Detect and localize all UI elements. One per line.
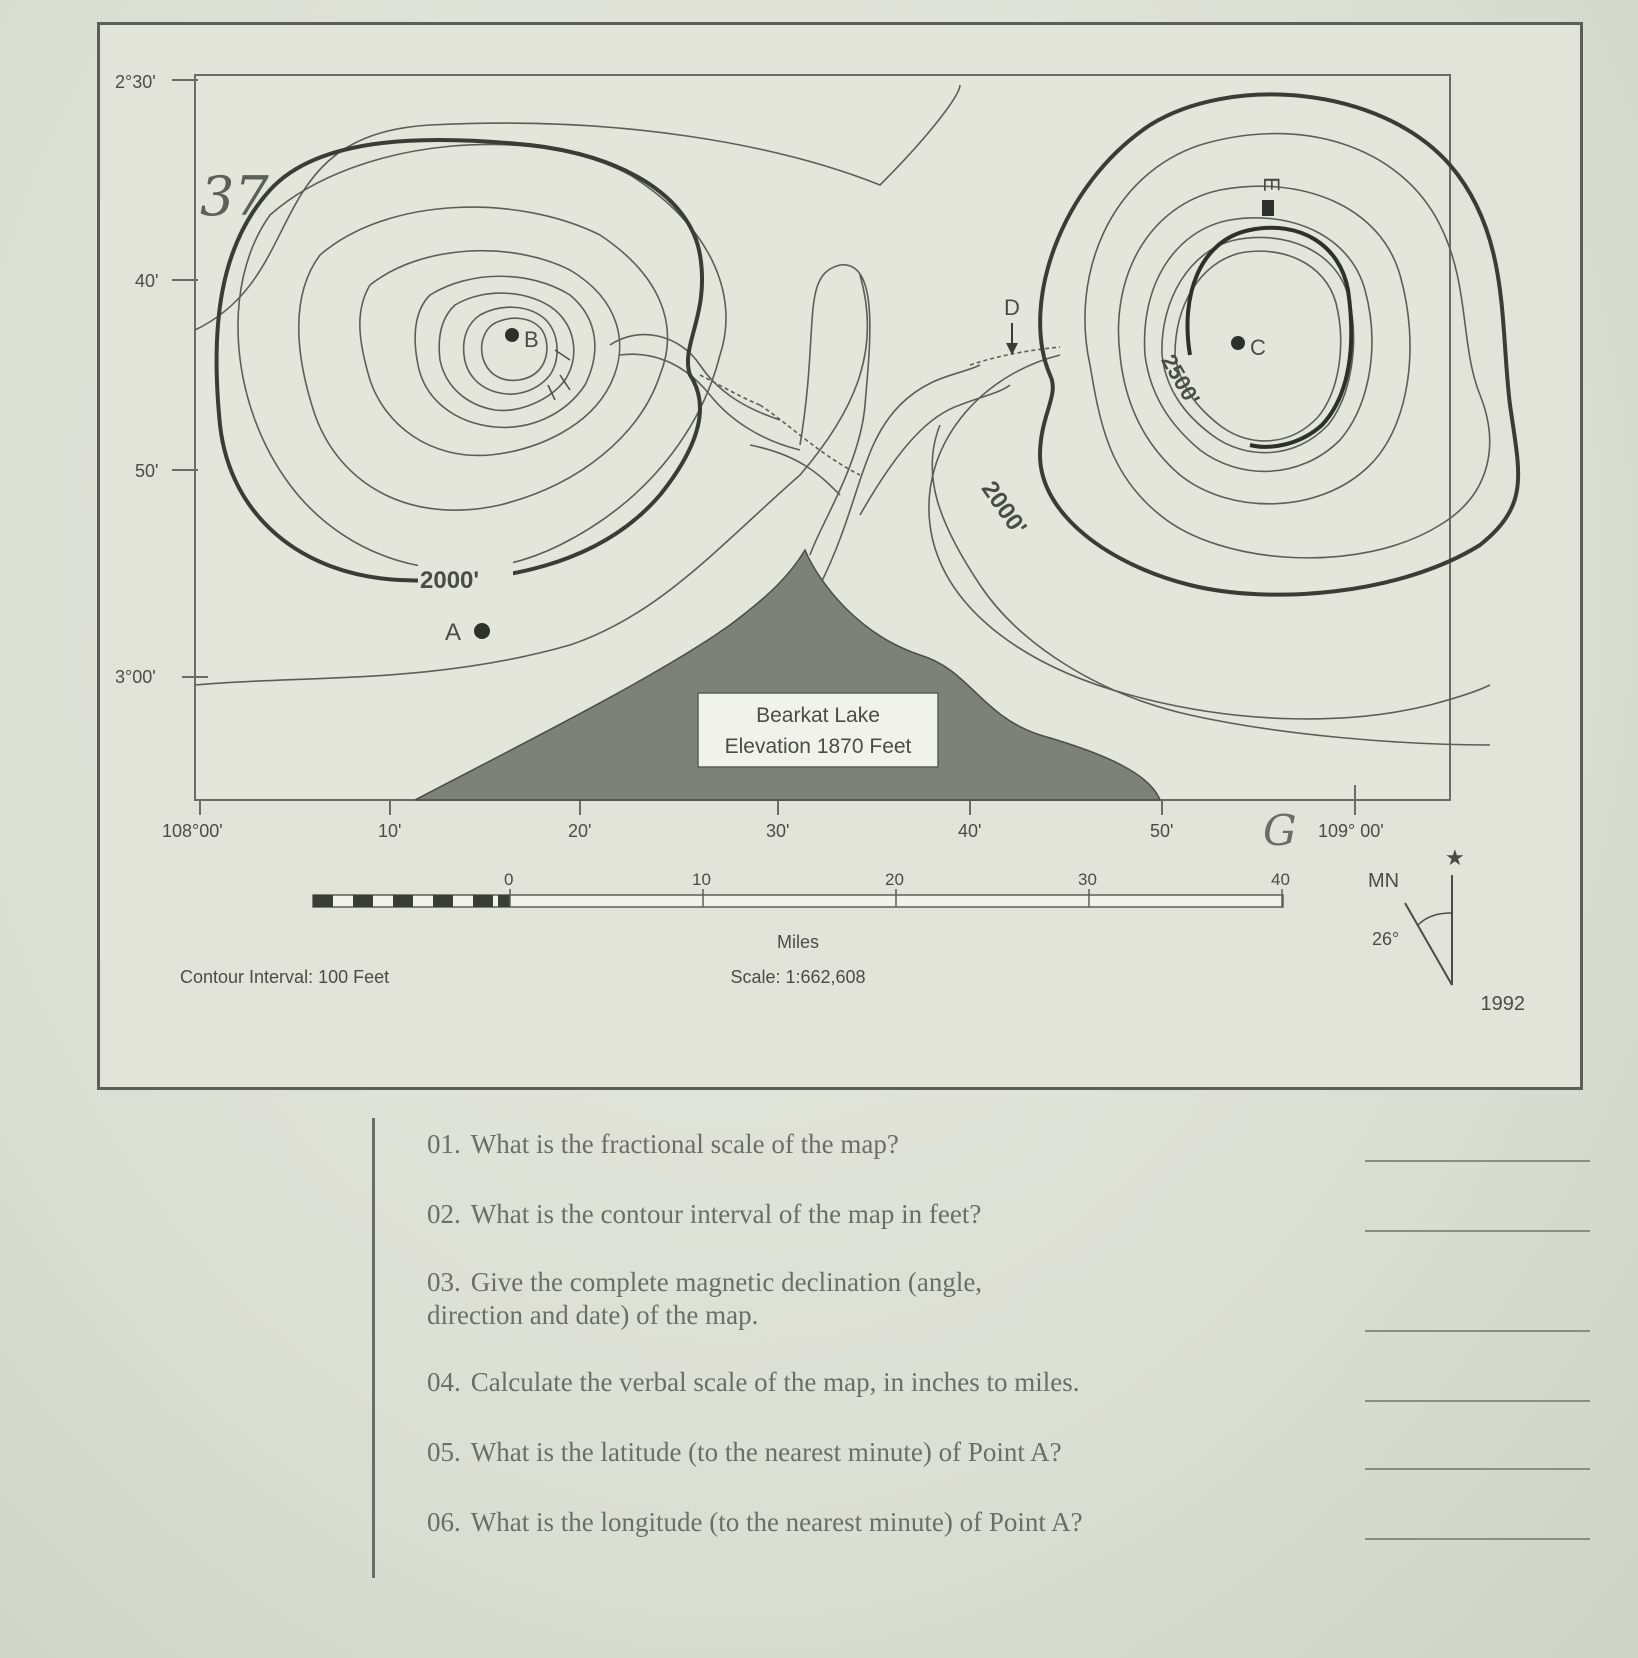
declination-arc: [1418, 913, 1452, 925]
answer-line-05[interactable]: [1365, 1468, 1590, 1470]
lat-tick-40: 40': [135, 271, 159, 291]
handwritten-page-number: 37: [200, 165, 269, 228]
questions-section: [372, 1118, 1605, 1578]
scale-label-20: 20: [885, 870, 904, 889]
lat-tick-50: 50': [135, 461, 159, 481]
scale-label-10: 10: [692, 870, 711, 889]
point-b-label: B: [524, 327, 539, 352]
contour-interval: Contour Interval: 100 Feet: [180, 967, 390, 987]
question-text: What is the fractional scale of the map?: [470, 1129, 899, 1159]
question-number: 02.: [427, 1199, 461, 1229]
question-number: 04.: [427, 1367, 461, 1397]
question-01: [427, 1128, 1127, 1161]
point-c-label: C: [1250, 335, 1266, 360]
lat-tick-230: 2°30': [115, 72, 156, 92]
question-02: [427, 1198, 1127, 1231]
question-text: What is the latitude (to the nearest minute) of Point A?: [470, 1437, 1062, 1467]
point-a-label: A: [445, 619, 462, 646]
point-e-label: E: [1259, 177, 1284, 192]
lon-tick-109: 109° 00': [1318, 821, 1384, 841]
lon-tick-30: 30': [766, 821, 790, 841]
scale-bar: [313, 870, 1290, 987]
true-north-star: ★: [1445, 846, 1465, 871]
scale-label-0: 0: [504, 870, 514, 889]
lake-elevation: Elevation 1870 Feet: [724, 735, 912, 758]
point-e-marker: [1262, 200, 1274, 216]
question-03: [427, 1266, 1067, 1332]
lon-tick-50: 50': [1150, 821, 1174, 841]
west-2000-label: 2000': [420, 567, 480, 594]
topographic-map: [100, 25, 1580, 1087]
answer-line-04[interactable]: [1365, 1400, 1590, 1402]
question-05: [427, 1436, 1127, 1469]
scale-label-30: 30: [1078, 870, 1097, 889]
scale-bar-outline: [313, 895, 1283, 907]
question-text: What is the longitude (to the nearest minute) of Point A?: [470, 1507, 1083, 1537]
scale-unit: Miles: [776, 932, 820, 952]
question-number: 06.: [427, 1507, 461, 1537]
answer-line-02[interactable]: [1365, 1230, 1590, 1232]
point-a-marker: [474, 623, 490, 639]
declination-year: 1992: [1480, 993, 1525, 1015]
lake-name: Bearkat Lake: [756, 704, 880, 727]
question-04: [427, 1366, 1127, 1399]
lon-tick-108: 108°00': [162, 821, 223, 841]
point-b-marker: [505, 328, 519, 342]
lon-tick-20: 20': [568, 821, 592, 841]
east-2000-label: 2000': [975, 476, 1032, 541]
question-number: 01.: [427, 1129, 461, 1159]
declination-angle: 26°: [1372, 929, 1400, 949]
lon-tick-40: 40': [958, 821, 982, 841]
question-number: 05.: [427, 1437, 461, 1467]
magnetic-north-line: [1405, 903, 1452, 985]
handwritten-letter: G: [1263, 806, 1297, 855]
question-text: Give the complete magnetic declination (angle, direction and date) of the map.: [427, 1267, 983, 1330]
point-d-label: D: [1004, 295, 1020, 320]
question-06: [427, 1506, 1127, 1539]
answer-line-03[interactable]: [1365, 1330, 1590, 1332]
topographic-map-frame: [97, 22, 1583, 1090]
east-2500-label: 2500': [1156, 350, 1206, 410]
scale-label-40: 40: [1271, 870, 1290, 889]
question-number: 03.: [427, 1267, 461, 1297]
question-text: Calculate the verbal scale of the map, in inches to miles.: [470, 1367, 1080, 1397]
fractional-scale: Scale: 1:662,608: [730, 967, 866, 987]
question-text: What is the contour interval of the map in feet?: [470, 1199, 982, 1229]
declination-diagram: [1368, 846, 1525, 1015]
point-c-marker: [1231, 336, 1245, 350]
lat-tick-300: 3°00': [115, 667, 156, 687]
mn-label: MN: [1368, 870, 1400, 892]
lon-tick-10: 10': [378, 821, 402, 841]
answer-line-01[interactable]: [1365, 1160, 1590, 1162]
answer-line-06[interactable]: [1365, 1538, 1590, 1540]
